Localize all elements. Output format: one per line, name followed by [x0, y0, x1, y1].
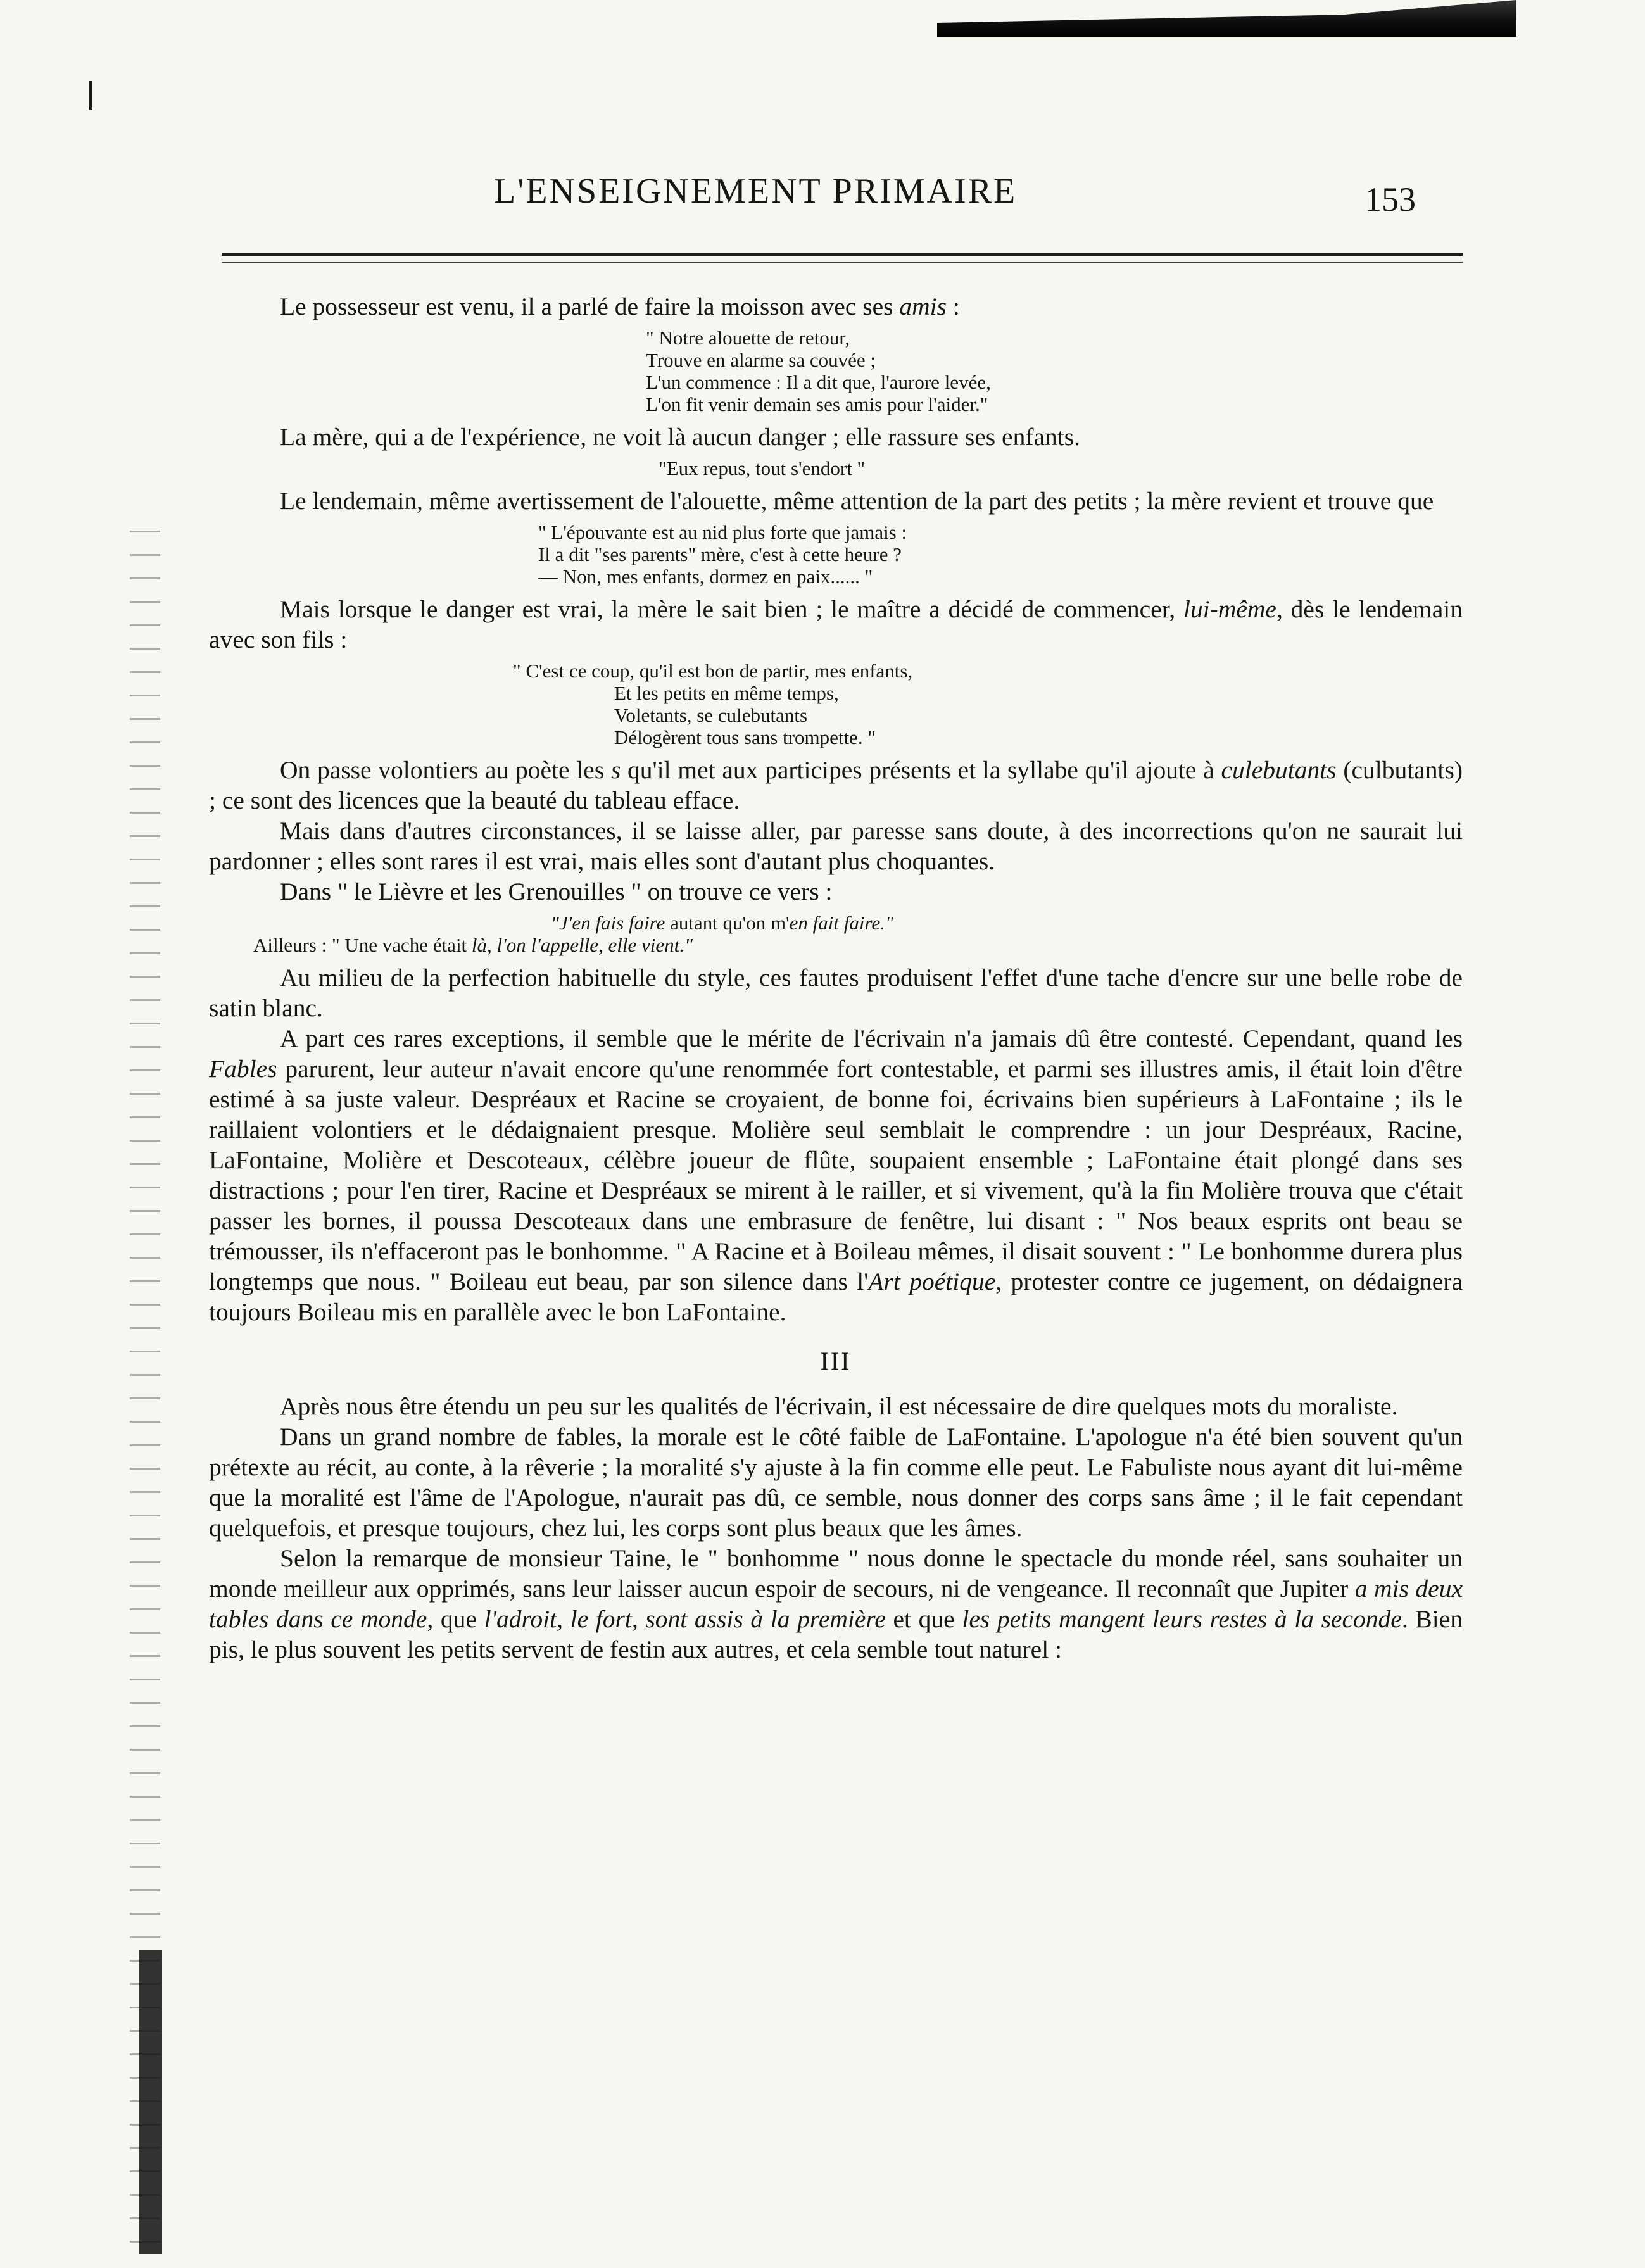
paragraph: Le lendemain, même avertissement de l'alouette, même attention de la part des petits ; la mère revient et trouve que: [280, 487, 1434, 515]
italic-run: lui-même: [1183, 595, 1276, 623]
text-run: (culbutants) ; ce sont des licences que la beauté du tableau efface.: [209, 756, 1463, 814]
italic-run: "J'en fais faire: [551, 912, 665, 934]
running-header: [0, 171, 1645, 228]
scan-mark: [89, 81, 92, 110]
text-run: , protester contre ce jugement, on dédaignera toujours Boileau mis en parallèle avec le bon LaFontaine.: [209, 1268, 1463, 1326]
italic-run: culebutants: [1221, 756, 1337, 784]
paragraph: La mère, qui a de l'expérience, ne voit là aucun danger ; elle rassure ses enfants.: [280, 423, 1080, 451]
verse-line: Voletants, se culebutants: [614, 704, 808, 726]
italic-run: les petits mangent leurs restes à la seconde: [962, 1605, 1402, 1633]
paragraph: [209, 291, 1463, 322]
italic-run: là, l'on l'appelle, elle vient.": [471, 934, 693, 956]
italic-run: a mis deux tables dans ce monde: [209, 1575, 1463, 1633]
text-run: , dès le lendemain avec son fils :: [209, 595, 1463, 653]
header-rule-thin: [222, 262, 1463, 263]
text-run: et que: [885, 1605, 962, 1633]
binding-shadow-bottom: [139, 1950, 162, 2254]
scan-edge-bar: [937, 0, 1516, 37]
text-run: . Bien pis, le plus souvent les petits servent de festin aux autres, et cela semble tout naturel :: [209, 1605, 1463, 1663]
text-run: autant qu'on m': [665, 912, 790, 934]
italic-run: Fables: [209, 1055, 277, 1083]
verse-quotation: [209, 912, 1463, 956]
verse-line: [209, 912, 1463, 934]
paragraph: [209, 1543, 1463, 1665]
text-run: On passe volontiers au poète les: [280, 756, 611, 784]
paragraph: Dans " le Lièvre et les Grenouilles " on trouve ce vers :: [280, 878, 833, 905]
paragraph: Dans un grand nombre de fables, la morale est le côté faible de LaFontaine. L'apologue n'a été bien souvent qu'un prétexte au récit, au conte, à la rêverie ; la moralité s'y ajuste à la fin comme elle peut. Le Fabuliste nous ayant dit lui-même que la moralité est l'âme de l'Apologue, n'aurait pas dû, ce semble, nous donner des corps sans âme ; il le fait cependant quelquefois, et presque toujours, chez lui, les corps sont plus beaux que les âmes.: [209, 1423, 1463, 1542]
paragraph: [209, 594, 1463, 655]
verse-quotation: [209, 327, 1463, 415]
verse-quotation: [209, 521, 1463, 588]
verse-line: Délogèrent tous sans trompette. ": [614, 726, 876, 748]
text-run: A part ces rares exceptions, il semble que le mérite de l'écrivain n'a jamais dû être contesté. Cependant, quand les: [280, 1024, 1463, 1052]
verse-line: — Non, mes enfants, dormez en paix...... ": [538, 565, 873, 588]
text-run: parurent, leur auteur n'avait encore qu'une renommée fort contestable, et parmi ses illustres amis, il était loin d'être estimé à sa juste valeur. Despréaux et Racine se croyaient, de bonne foi, écrivains bien supérieurs à LaFontaine ; ils le raillaient volontiers et le dédaignaient presque. Molière seul semblait le comprendre : un jour Despréaux, Racine, LaFontaine, Molière et Descoteaux, célèbre joueur de flûte, soupaient ensemble ; LaFontaine était plongé dans ses distractions ; pour l'en tirer, Racine et Despréaux se mirent à le railler, et si vivement, qu'à la fin Molière trouva que c'était passer les bornes, il poussa Descoteaux dans une embrasure de fenêtre, lui disant : " Nos beaux esprits ont beau se trémousser, ils n'effaceront pas le bonhomme. " A Racine et à Boileau mêmes, il disait souvent : " Le bonhomme durera plus longtemps que nous. " Boileau eut beau, par son silence dans l': [209, 1055, 1463, 1295]
paragraph: Mais dans d'autres circonstances, il se laisse aller, par paresse sans doute, à des incorrections qu'on ne saurait lui pardonner ; elles sont rares il est vrai, mais elles sont d'autant plus choquantes.: [209, 817, 1463, 875]
verse-line: " L'épouvante est au nid plus forte que jamais :: [538, 521, 907, 543]
journal-title: L'ENSEIGNEMENT PRIMAIRE: [494, 172, 1018, 211]
text-run: Le possesseur est venu, il a parlé de faire la moisson avec ses: [280, 293, 900, 320]
section-number: III: [820, 1347, 852, 1375]
paragraph: [209, 1023, 1463, 1327]
paragraph: [209, 755, 1463, 816]
verse-line: L'on fit venir demain ses amis pour l'aider.": [646, 393, 988, 415]
text-run: Mais lorsque le danger est vrai, la mère le sait bien ; le maître a décidé de commencer,: [280, 595, 1183, 623]
italic-run: s: [610, 756, 621, 784]
verse-line: " C'est ce coup, qu'il est bon de partir, mes enfants,: [513, 660, 913, 682]
verse-quotation: [209, 660, 1463, 748]
italic-run: amis: [899, 293, 947, 320]
text-run: Ailleurs : " Une vache était: [253, 934, 472, 956]
verse-line: L'un commence : Il a dit que, l'aurore levée,: [646, 371, 991, 393]
verse-line: " Notre alouette de retour,: [646, 327, 850, 349]
page-body: [209, 291, 1463, 1665]
header-rule: [222, 253, 1463, 256]
verse-quotation: [209, 457, 1463, 479]
verse-line: "Eux repus, tout s'endort ": [659, 457, 866, 479]
page-number: 153: [1365, 180, 1416, 218]
verse-line: Et les petits en même temps,: [614, 682, 839, 704]
paragraph: Au milieu de la perfection habituelle du style, ces fautes produisent l'effet d'une tache d'encre sur une belle robe de satin blanc.: [209, 964, 1463, 1022]
verse-line: Trouve en alarme sa couvée ;: [646, 349, 876, 371]
text-run: Selon la remarque de monsieur Taine, le " bonhomme " nous donne le spectacle du monde réel, sans souhaiter un monde meilleur aux opprimés, sans leur laisser aucun espoir de secours, ni de vengeance. Il reconnaît que Jupiter: [209, 1544, 1463, 1603]
italic-run: en fait faire.": [789, 912, 893, 934]
italic-run: l'adroit, le fort, sont assis à la première: [484, 1605, 886, 1633]
italic-run: Art poétique: [868, 1268, 996, 1295]
verse-line: Il a dit "ses parents" mère, c'est à cette heure ?: [538, 543, 902, 565]
text-run: :: [947, 293, 960, 320]
verse-line: [209, 934, 1463, 956]
text-run: , que: [427, 1605, 484, 1633]
paragraph: Après nous être étendu un peu sur les qualités de l'écrivain, il est nécessaire de dire quelques mots du moraliste.: [280, 1392, 1398, 1420]
text-run: qu'il met aux participes présents et la syllabe qu'il ajoute à: [621, 756, 1221, 784]
